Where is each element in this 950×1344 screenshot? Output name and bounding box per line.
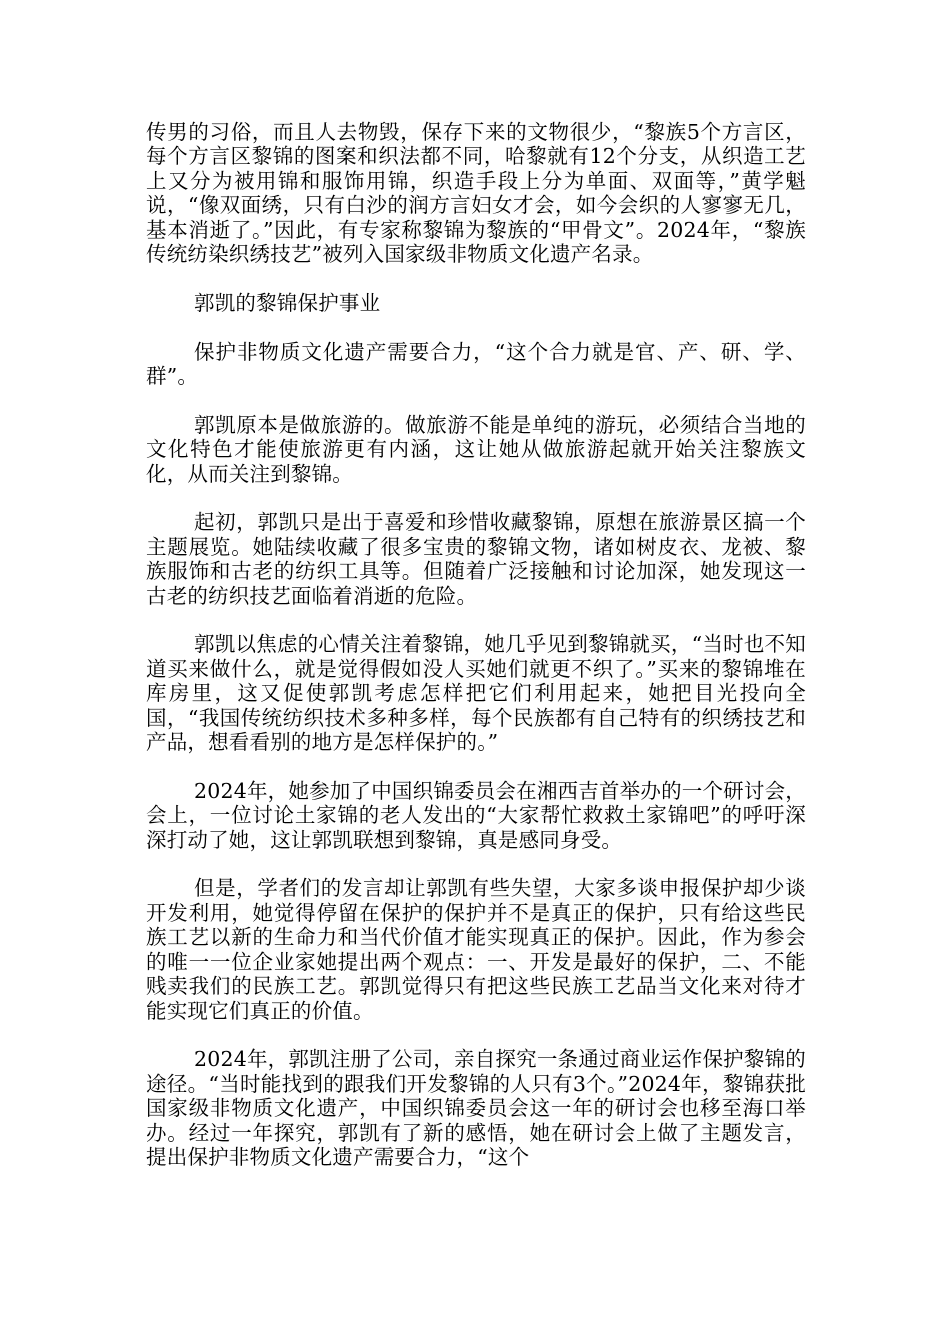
section-heading: 郭凯的黎锦保护事业 (194, 290, 381, 315)
paragraph: 2024年，郭凯注册了公司，亲自探究一条通过商业运作保护黎锦的途径。“当时能找到的跟我们开发黎锦的人只有3个。”2024年，黎锦获批国家级非物质文化遗产，中国织锦委员会这一年的研讨会也移至海口举办。经过一年探究，郭凯有了新的感悟，她在研讨会上做了主题发言，提出保护非物质文化遗产需要合力，“这个 (146, 1047, 806, 1169)
document-body (146, 120, 806, 1194)
paragraph: 郭凯以焦虑的心情关注着黎锦，她几乎见到黎锦就买，“当时也不知道买来做什么，就是觉得假如没人买她们就更不织了。”买来的黎锦堆在库房里，这又促使郭凯考虑怎样把它们利用起来，她把目光投向全国，“我国传统纺织技术多种多样，每个民族都有自己特有的织绣技艺和产品，想看看别的地方是怎样保护的。” (146, 632, 806, 755)
paragraph: 但是，学者们的发言却让郭凯有些失望，大家多谈申报保护却少谈开发利用，她觉得停留在保护的保护并不是真正的保护，只有给这些民族工艺以新的生命力和当代价值才能实现真正的保护。因此，作为参会的唯一一位企业家她提出两个观点：一、开发是最好的保护，二、不能贱卖我们的民族工艺。郭凯觉得只有把这些民族工艺品当文化来对待才能实现它们真正的价值。 (146, 876, 806, 1023)
paragraph: 郭凯原本是做旅游的。做旅游不能是单纯的游玩，必须结合当地的文化特色才能使旅游更有内涵，这让她从做旅游起就开始关注黎族文化，从而关注到黎锦。 (146, 412, 806, 486)
paragraph-continuation: 传男的习俗，而且人去物毁，保存下来的文物很少，“黎族5个方言区，每个方言区黎锦的图案和织法都不同，哈黎就有12个分支，从织造工艺上又分为被用锦和服饰用锦，织造手段上分为单面、双面等，”黄学魁说，“像双面绣，只有白沙的润方言妇女才会，如今会织的人寥寥无几，基本消逝了。”因此，有专家称黎锦为黎族的“甲骨文”。2024年，“黎族传统纺染织绣技艺”被列入国家级非物质文化遗产名录。 (146, 120, 806, 267)
paragraph: 保护非物质文化遗产需要合力，“这个合力就是官、产、研、学、群”。 (146, 339, 806, 389)
paragraph: 起初，郭凯只是出于喜爱和珍惜收藏黎锦，原想在旅游景区搞一个主题展览。她陆续收藏了很多宝贵的黎锦文物，诸如树皮衣、龙被、黎族服饰和古老的纺织工具等。但随着广泛接触和讨论加深，她发现这一古老的纺织技艺面临着消逝的危险。 (146, 510, 806, 608)
paragraph: 2024年，她参加了中国织锦委员会在湘西吉首举办的一个研讨会，会上，一位讨论土家锦的老人发出的“大家帮忙救救土家锦吧”的呼吁深深打动了她，这让郭凯联想到黎锦，真是感同身受。 (146, 778, 806, 852)
